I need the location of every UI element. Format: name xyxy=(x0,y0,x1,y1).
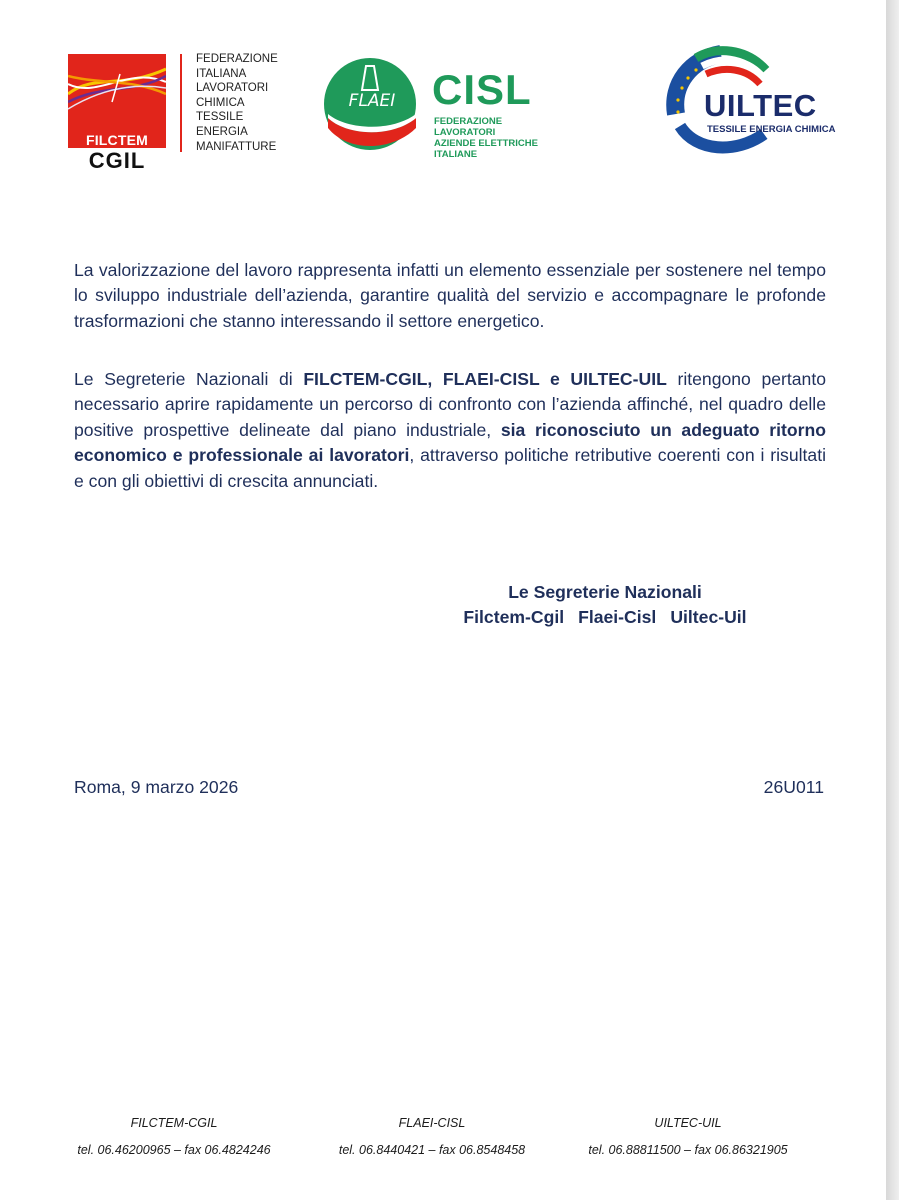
signature-org: Uiltec-Uil xyxy=(670,607,747,627)
filctem-name-line: TESSILE xyxy=(196,111,244,124)
flaei-cisl-logo xyxy=(322,56,562,160)
signature-orgs xyxy=(440,607,770,628)
filctem-name-line: MANIFATTURE xyxy=(196,140,277,153)
filctem-name-line: LAVORATORI xyxy=(196,82,269,95)
protocol-number: 26U011 xyxy=(763,777,824,797)
filctem-wordmark: FILCTEM xyxy=(85,132,149,148)
paragraph-2-text: Le Segreterie Nazionali di xyxy=(74,369,304,389)
footer-filctem xyxy=(44,1116,304,1157)
footer-org-name: FILCTEM-CGIL xyxy=(130,1116,218,1130)
paragraph-2-bold-unions: FILCTEM-CGIL, FLAEI-CISL e UILTEC-UIL xyxy=(303,369,667,389)
footer-contacts: tel. 06.88811500 – fax 06.86321905 xyxy=(588,1143,788,1157)
filctem-name-line: CHIMICA xyxy=(196,96,245,109)
page-edge xyxy=(886,0,899,1200)
flaei-mark-text: FLAEI xyxy=(348,91,396,111)
signature-org: Filctem-Cgil xyxy=(463,607,565,627)
cgil-wordmark: CGIL xyxy=(68,148,166,174)
footer-uiltec xyxy=(558,1116,818,1157)
filctem-name-line: FEDERAZIONE xyxy=(196,53,278,65)
uiltec-logo xyxy=(666,44,836,156)
filctem-cgil-logo xyxy=(68,52,298,174)
uiltec-wordmark: UILTEC xyxy=(704,88,817,123)
uiltec-subtitle: TESSILE ENERGIA CHIMICA xyxy=(707,124,836,135)
footer-org-name: FLAEI-CISL xyxy=(398,1116,466,1130)
body-paragraph-1: La valorizzazione del lavoro rappresenta infatti un elemento essenziale per sostenere nel tempo lo sviluppo industriale dell’azienda, garantire qualità del servizio e accompagnare le profonde trasformazioni che stanno interessando il settore energetico. xyxy=(74,260,826,331)
footer-org-name: UILTEC-UIL xyxy=(654,1116,722,1130)
footer-contacts: tel. 06.46200965 – fax 06.4824246 xyxy=(77,1143,271,1157)
footer-flaei xyxy=(302,1116,562,1157)
body-paragraph-2 xyxy=(74,367,826,494)
place-date: Roma, 9 marzo 2026 xyxy=(74,777,239,797)
paragraph-2-text: ritengono pertanto necessario aprire rapidamente un percorso di confronto con l’azienda affinché, nel quadro delle positive prospettive delineate dal piano industriale, xyxy=(74,369,827,440)
flaei-emblem-icon xyxy=(322,56,422,152)
paragraph-2-bold-request: sia riconosciuto un adeguato ritorno economico e professionale ai lavoratori xyxy=(74,419,826,466)
flaei-subtitle xyxy=(434,116,562,160)
footer-contacts: tel. 06.8440421 – fax 06.8548458 xyxy=(338,1143,526,1157)
flaei-subtitle-line-1: FEDERAZIONE LAVORATORI xyxy=(434,116,503,138)
filctem-name-line: ENERGIA xyxy=(196,125,248,138)
filctem-divider xyxy=(180,54,182,152)
paragraph-2-text: , attraverso politiche retributive coerenti con i risultati e con gli obiettivi di crescita annunciati. xyxy=(74,445,826,491)
filctem-full-name xyxy=(196,52,278,154)
cisl-wordmark: CISL xyxy=(432,66,532,113)
signature-title: Le Segreterie Nazionali xyxy=(508,582,702,602)
filctem-name-line: ITALIANA xyxy=(196,67,247,80)
signature-org: Flaei-Cisl xyxy=(578,607,657,627)
flaei-subtitle-line-2: AZIENDE ELETTRICHE ITALIANE xyxy=(434,138,538,160)
